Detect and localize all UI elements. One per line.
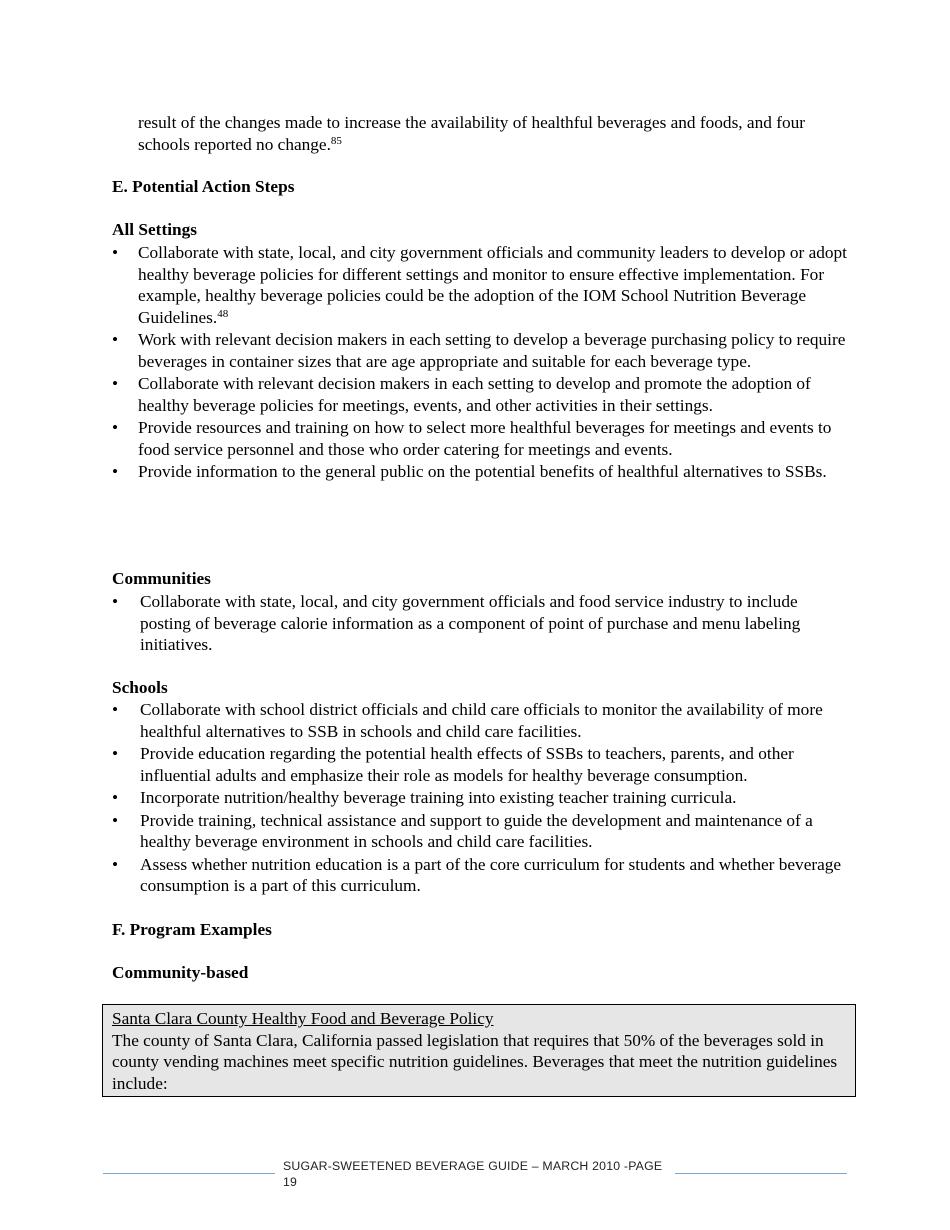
all-settings-list bbox=[112, 242, 847, 484]
list-item: • Assess whether nutrition education is a part of the core curriculum for students and whether beverage consumption is a part of this curriculum. bbox=[112, 854, 842, 895]
community-based-heading: Community-based bbox=[112, 963, 249, 982]
page-footer bbox=[0, 1158, 950, 1198]
bullet-icon: • bbox=[112, 854, 119, 874]
intro-paragraph bbox=[138, 112, 838, 155]
bullet-icon: • bbox=[112, 374, 119, 393]
list-item: • Collaborate with state, local, and city government officials and community leaders to develop or adopt healthy beverage policies for different settings and monitor to ensure effective implementation. For example, healthy beverage policies could be the adoption of the IOM School Nutrition Beverage Guidelines.$^{48}$ bbox=[112, 243, 847, 327]
intro-reference: 85 bbox=[330, 134, 342, 147]
bullet-icon: • bbox=[112, 592, 119, 611]
footer-text: SUGAR-SWEETENED BEVERAGE GUIDE – MARCH 2010 -PAGE 19 bbox=[283, 1159, 663, 1189]
schools-list bbox=[112, 699, 847, 898]
footer-rule-left bbox=[103, 1173, 275, 1174]
program-example-callout bbox=[102, 1004, 856, 1097]
bullet-icon: • bbox=[112, 744, 119, 763]
bullet-icon: • bbox=[112, 330, 119, 349]
footer-rule-right bbox=[675, 1173, 847, 1174]
bullet-icon: • bbox=[112, 243, 119, 262]
bullet-icon: • bbox=[112, 418, 119, 437]
communities-heading: Communities bbox=[112, 569, 211, 588]
intro-text: result of the changes made to increase the availability of healthful beverages and foods, and four schools reported no change. bbox=[138, 113, 805, 154]
list-item: • Collaborate with state, local, and city government officials and food service industry to include posting of beverage calorie information as a component of point of purchase and menu labeling initiatives. bbox=[112, 592, 801, 654]
list-item: • Provide information to the general public on the potential benefits of healthful alternatives to SSBs. bbox=[112, 462, 827, 481]
list-item: • Provide training, technical assistance and support to guide the development and maintenance of a healthy beverage environment in schools and child care facilities. bbox=[112, 810, 813, 851]
communities-list bbox=[112, 591, 847, 657]
callout-title: Santa Clara County Healthy Food and Beverage Policy bbox=[112, 1009, 494, 1028]
bullet-icon: • bbox=[112, 462, 119, 481]
list-item: • Work with relevant decision makers in each setting to develop a beverage purchasing policy to require beverages in container sizes that are age appropriate and suitable for each beverage type. bbox=[112, 330, 846, 371]
bullet-icon: • bbox=[112, 810, 119, 830]
schools-heading: Schools bbox=[112, 678, 168, 697]
list-item: • Incorporate nutrition/healthy beverage training into existing teacher training curricula. bbox=[112, 788, 737, 807]
callout-body: The county of Santa Clara, California passed legislation that requires that 50% of the beverages sold in county vending machines meet specific nutrition guidelines. Beverages that meet the nutrition guidelines include: bbox=[112, 1030, 838, 1093]
section-e-heading: E. Potential Action Steps bbox=[112, 177, 295, 196]
list-item: • Collaborate with school district officials and child care officials to monitor the availability of more healthful alternatives to SSB in schools and child care facilities. bbox=[112, 700, 823, 741]
list-item: • Collaborate with relevant decision makers in each setting to develop and promote the adoption of healthy beverage policies for meetings, events, and other activities in their settings. bbox=[112, 374, 811, 415]
list-item: • Provide education regarding the potential health effects of SSBs to teachers, parents, and other influential adults and emphasize their role as models for healthy beverage consumption. bbox=[112, 744, 794, 785]
bullet-icon: • bbox=[112, 788, 119, 807]
footnote-reference: 48 bbox=[217, 307, 229, 320]
list-item: • Provide resources and training on how to select more healthful beverages for meetings and events to food service personnel and those who order catering for meetings and events. bbox=[112, 418, 832, 459]
section-f-heading: F. Program Examples bbox=[112, 920, 272, 939]
bullet-icon: • bbox=[112, 700, 119, 719]
all-settings-heading: All Settings bbox=[112, 220, 197, 239]
